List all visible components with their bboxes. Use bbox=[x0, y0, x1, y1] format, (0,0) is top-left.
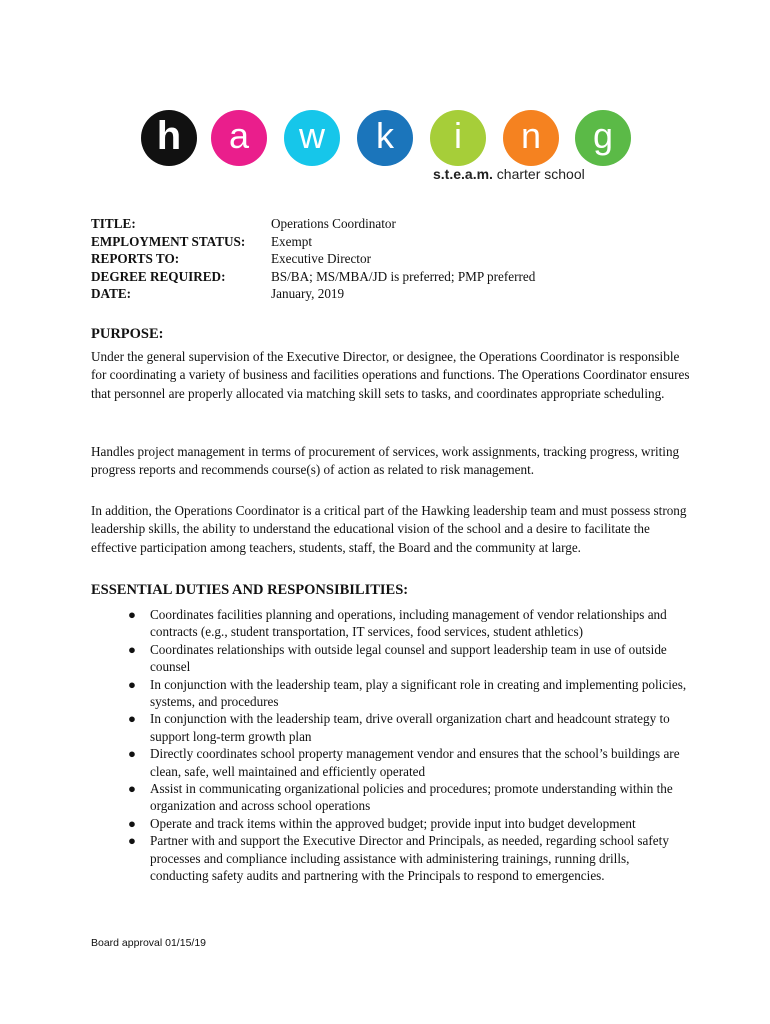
bullet-icon: ● bbox=[128, 781, 136, 797]
logo-tagline-bold: s.t.e.a.m. bbox=[433, 166, 493, 182]
list-item bbox=[128, 832, 688, 884]
purpose-paragraph-1: Under the general supervision of the Executive Director, or designee, the Operations Coordinator is responsible for coordinating a variety of business and facilities operations and functions. The Operations Coordinator ensures that personnel are properly allocated via matching skill sets to tasks, and coordinates appropriate scheduling. bbox=[91, 349, 690, 401]
duty-text: In conjunction with the leadership team, play a significant role in creating and implementing policies, systems, and procedures bbox=[150, 676, 687, 710]
field-label: TITLE: bbox=[91, 216, 136, 231]
duties-heading: ESSENTIAL DUTIES AND RESPONSIBILITIES: bbox=[91, 582, 409, 598]
logo-letter-i: i bbox=[430, 110, 486, 166]
bullet-icon: ● bbox=[128, 676, 136, 692]
bullet-icon: ● bbox=[128, 815, 136, 831]
job-header-fields bbox=[91, 215, 535, 303]
purpose-paragraph-2: Handles project management in terms of procurement of services, work assignments, tracking progress, writing progress reports and recommends course(s) of action as related to risk management. bbox=[91, 444, 680, 478]
field-value: January, 2019 bbox=[271, 286, 345, 301]
field-degree-required bbox=[91, 268, 535, 286]
logo-tagline-rest: charter school bbox=[492, 166, 585, 182]
logo-letter-k: k bbox=[357, 110, 413, 166]
logo-letter-h: h bbox=[141, 110, 197, 166]
purpose-heading: PURPOSE: bbox=[91, 326, 164, 342]
logo-letter-g: g bbox=[575, 110, 631, 166]
logo-letter-n: n bbox=[503, 110, 559, 166]
list-item bbox=[128, 745, 688, 780]
list-item bbox=[128, 815, 688, 832]
list-item bbox=[128, 780, 688, 815]
field-title bbox=[91, 215, 535, 233]
field-date bbox=[91, 285, 535, 303]
field-label: REPORTS TO: bbox=[91, 251, 180, 266]
bullet-icon: ● bbox=[128, 711, 136, 727]
duty-text: Assist in communicating organizational policies and procedures; promote understanding within the organization and across school operations bbox=[150, 781, 673, 814]
field-value: Executive Director bbox=[271, 251, 371, 266]
school-logo bbox=[141, 110, 641, 190]
field-label: DATE: bbox=[91, 286, 132, 301]
logo-tagline bbox=[433, 166, 585, 182]
list-item bbox=[128, 641, 688, 676]
bullet-icon: ● bbox=[128, 607, 136, 622]
bullet-icon: ● bbox=[128, 833, 136, 849]
duties-list bbox=[128, 606, 688, 885]
duty-text: Coordinates relationships with outside legal counsel and support leadership team in use of outside counsel bbox=[150, 641, 667, 675]
field-label: EMPLOYMENT STATUS: bbox=[91, 233, 246, 249]
logo-letter-w: w bbox=[284, 110, 340, 166]
duty-text: In conjunction with the leadership team, drive overall organization chart and headcount strategy to support long-term growth plan bbox=[150, 711, 670, 744]
footer-approval-note: Board approval 01/15/19 bbox=[91, 937, 207, 949]
field-value: BS/BA; MS/MBA/JD is preferred; PMP preferred bbox=[271, 268, 536, 284]
purpose-paragraph-3: In addition, the Operations Coordinator is a critical part of the Hawking leadership team and must possess strong leadership skills, the ability to understand the educational vision of the school and a desire to facilitate the effective participation among teachers, students, staff, the Board and the community at large. bbox=[91, 503, 687, 555]
duty-text: Coordinates facilities planning and operations, including management of vendor relationships and contracts (e.g., student transportation, IT services, food services, student athletics) bbox=[150, 607, 667, 640]
field-employment-status bbox=[91, 233, 535, 251]
field-reports-to bbox=[91, 250, 535, 268]
field-label: DEGREE REQUIRED: bbox=[91, 268, 226, 284]
duty-text: Directly coordinates school property management vendor and ensures that the school’s buildings are clean, safe, well maintained and efficiently operated bbox=[150, 746, 680, 779]
duty-text: Partner with and support the Executive Director and Principals, as needed, regarding school safety processes and compliance including assistance with administering trainings, running drills, conducting safety audits and partnering with the Principals to respond to emergencies. bbox=[150, 833, 669, 884]
bullet-icon: ● bbox=[128, 746, 136, 762]
duty-text: Operate and track items within the approved budget; provide input into budget development bbox=[150, 815, 636, 831]
list-item bbox=[128, 606, 688, 641]
field-value: Operations Coordinator bbox=[271, 216, 396, 231]
bullet-icon: ● bbox=[128, 641, 136, 657]
field-value: Exempt bbox=[271, 233, 313, 249]
list-item bbox=[128, 676, 688, 711]
list-item bbox=[128, 710, 688, 745]
logo-letter-a: a bbox=[211, 110, 267, 166]
